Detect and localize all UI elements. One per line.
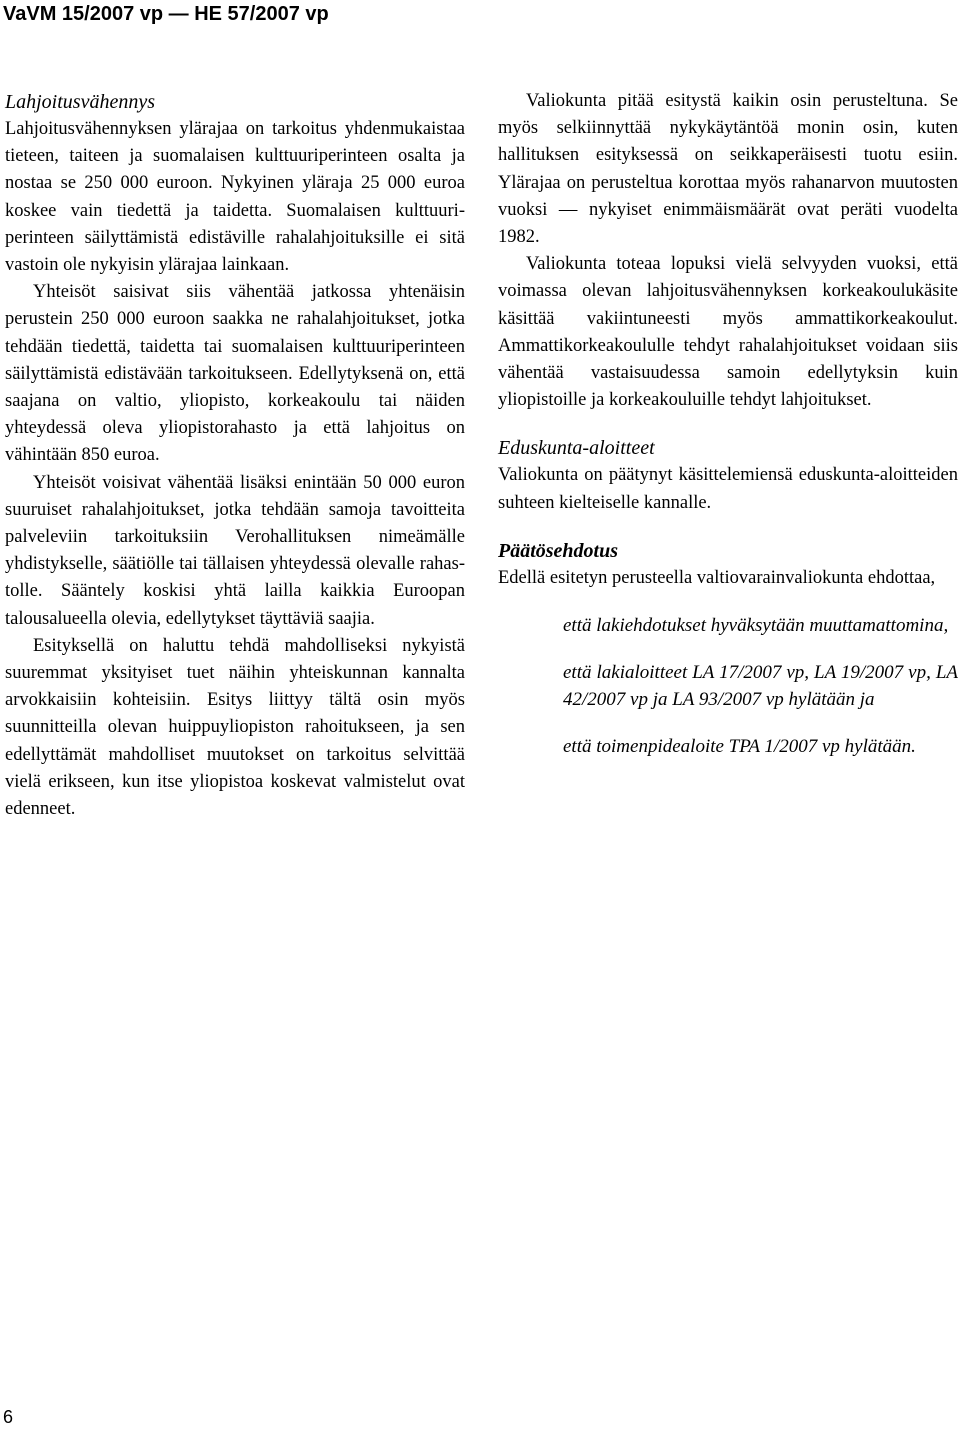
paragraph: Yhteisöt voisivat vähentää lisäksi enintään 50 000 euron suuruiset rahalahjoitukset, jotka tehdään samoja tavoitteita palveleviin tarkoituksiin Verohallituksen nimeämälle yhdistykselle, säätiölle tai tällaisen yhteydessä olevalle rahastolle. Sääntely koskisi yhtä lailla kaikkia Euroopan talousalueella olevia, edellytykset täyttäviä saajia. xyxy=(5,472,465,629)
page-number: 6 xyxy=(3,1407,14,1427)
decision-item: että toimenpidealoite TPA 1/2007 vp hylätään. xyxy=(563,736,916,758)
section-heading-eduskunta-aloitteet: Eduskunta-aloitteet xyxy=(498,437,655,460)
section-heading-paatosehdotus: Päätösehdotus xyxy=(498,539,619,562)
paragraph: Yhteisöt saisivat siis vähentää jatkossa yhtenäisin perustein 250 000 euroon saakka ne rahalahjoitukset, jotka tehdään tiedettä, taidetta tai suomalaisen kulttuuriperinteen säilyttämistä edistävään tarkoitukseen. Edellytyksenä on, että saajana on valtio, yliopisto, korkeakoulu tai näiden yhteydessä oleva yliopistorahasto ja että lahjoitus on vähintään 850 euroa. xyxy=(5,282,465,466)
paragraph: Valiokunta pitää esitystä kaikin osin perusteltuna. Se myös selkiinnyttää nykykäytäntöä monin osin, kuten hallituksen esityksessä on seikkaperäisesti tuotu esiin. Ylärajaa on perusteltua korottaa myös rahanarvon muutosten vuoksi — nykyiset enimmäismäärät ovat peräti vuodelta 1982. xyxy=(498,91,958,248)
decision-item: että lakialoitteet LA 17/2007 vp, LA 19/2007 vp, LA 42/2007 vp ja LA 93/2007 vp hylätään ja xyxy=(563,662,958,711)
paragraph: Valiokunta toteaa lopuksi vielä selvyyden vuoksi, että voimassa olevan lahjoitusvähennyksen korkeakoulukäsite käsittää vakiintuneesti myös ammattikorkeakoulut. Ammattikorkeakoululle tehdyt rahalahjoitukset voidaan siis vähentää vastaisuudessa samoin edellytyksin kuin yliopistoille ja korkeakouluille tehdyt lahjoitukset. xyxy=(498,254,958,411)
section-heading-lahjoitusvahennys: Lahjoitusvähennys xyxy=(5,91,155,113)
decision-list xyxy=(563,612,958,760)
document-header: VaVM 15/2007 vp — HE 57/2007 vp xyxy=(3,3,329,25)
paragraph: Lahjoitusvähennyksen ylärajaa on tarkoitus yhdenmukaistaa tieteen, taiteen ja suomalaisen kulttuuriperinteen osalta ja nostaa se 250 000 euroon. Nykyinen yläraja 25 000 euroa koskee vain tiedettä ja taidetta. Suomalaisen kulttuuriperinteen säilyttämistä edistäville rahalahjoituksille ei sitä vastoin ole nykyisin ylärajaa lainkaan. xyxy=(5,119,465,276)
right-column xyxy=(498,88,958,780)
left-column xyxy=(5,88,465,823)
paragraph: Edellä esitetyn perusteella valtiovarainvaliokunta ehdottaa, xyxy=(498,567,936,588)
paragraph: Esityksellä on haluttu tehdä mahdolliseksi nykyistä suuremmat yksityiset tuet näihin yhteiskunnan kannalta arvokkaisiin kohteisiin. Esitys liittyy tältä osin myös suunnitteilla olevan huippuyliopiston rahoitukseen, ja sen edellyttämät mahdolliset muutokset on tarkoitus selvittää vielä erikseen, kun itse yliopistoa koskevat valmistelut ovat edenneet. xyxy=(5,635,465,820)
paragraph: Valiokunta on päätynyt käsittelemiensä eduskunta-aloitteiden suhteen kielteiselle kannalle. xyxy=(498,465,958,513)
decision-item: että lakiehdotukset hyväksytään muuttamattomina, xyxy=(563,615,949,637)
